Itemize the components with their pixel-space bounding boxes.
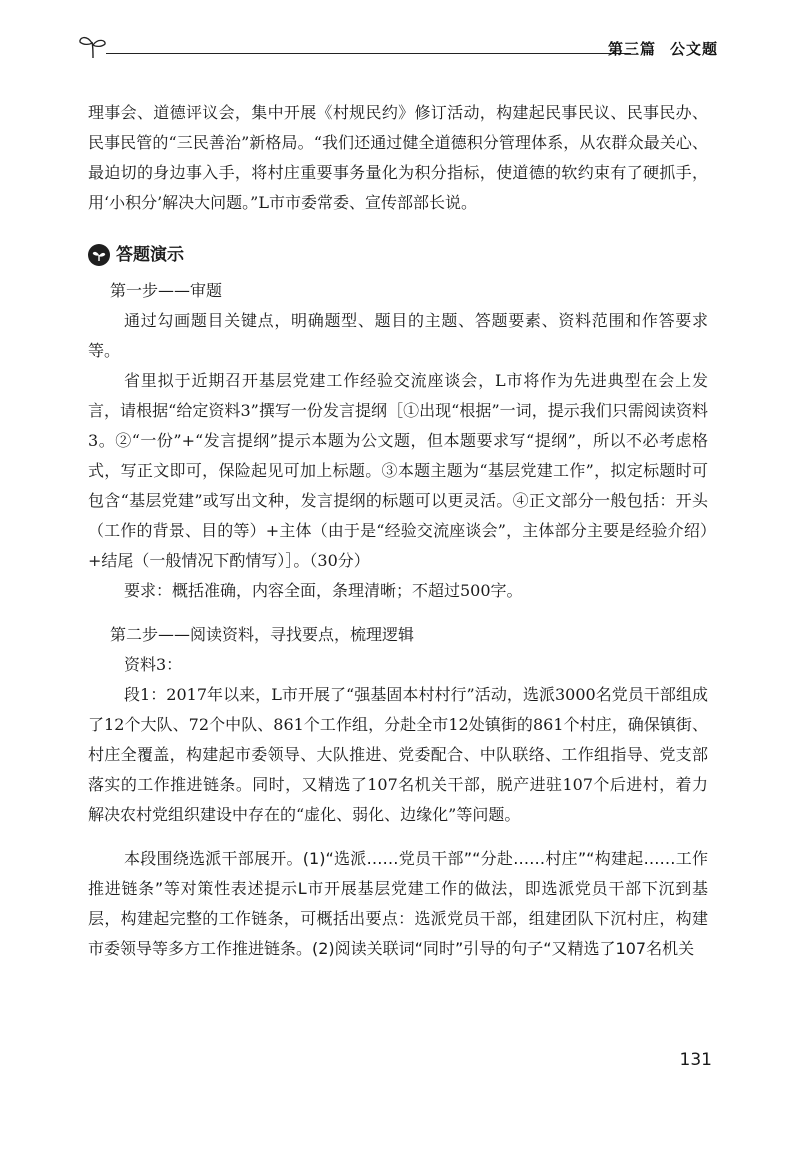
step-two-heading: 第二步——阅读资料，寻找要点，梳理逻辑: [110, 625, 415, 644]
chapter-title: [608, 38, 718, 59]
page-body: [88, 98, 708, 964]
demo-section-title: 答题演示: [116, 245, 184, 265]
continued-paragraph: 理事会、道德评议会，集中开展《村规民约》修订活动，构建起民事民议、民事民办、民事民管的“三民善治”新格局。“我们还通过健全道德积分管理体系，从农群众最关心、最迫切的身边事入手，将村庄重要事务量化为积分指标，使道德的软约束有了硬抓手，用‘小积分’解决大问题。”L市市委常委、宣传部部长说。: [88, 103, 708, 212]
material-segment-1: 段1：2017年以来，L市开展了“强基固本村村行”活动，选派3000名党员干部组成了12个大队、72个中队、861个工作组，分赴全市12处镇街的861个村庄，确保镇街、村庄全覆盖，构建起市委领导、大队推进、党委配合、中队联络、工作组指导、党支部落实的工作推进链条。同时，又精选了107名机关干部，脱产进驻107个后进村，着力解决农村党组织建设中存在的“虚化、弱化、边缘化”等问题。: [88, 685, 708, 824]
sprout-badge-icon: [88, 244, 110, 266]
header-rule: [106, 53, 631, 54]
sprout-icon: [78, 32, 108, 60]
question-text: 省里拟于近期召开基层党建工作经验交流座谈会，L市将作为先进典型在会上发言，请根据“给定资料3”撰写一份发言提纲［①出现“根据”一词，提示我们只需阅读资料3。②“一份”+“发言提纲”提示本题为公文题，但本题要求写“提纲”，所以不必考虑格式，写正文即可，保险起见可加上标题。③本题主题为“基层党建工作”，拟定标题时可包含“基层党建”或写出文种，发言提纲的标题可以更灵活。④正文部分一般包括：开头（工作的背景、目的等）+主体（由于是“经验交流座谈会”，主体部分主要是经验介绍）+结尾（一般情况下酌情写）］。（30分）: [88, 371, 708, 570]
page-header: [78, 32, 718, 62]
material-label: 资料3：: [124, 655, 183, 674]
section-label: 公文题: [669, 40, 718, 58]
step-one-intro: 通过勾画题目关键点，明确题型、题目的主题、答题要素、资料范围和作答要求等。: [88, 311, 708, 360]
chapter-label: 第三篇: [607, 40, 656, 58]
analysis-text: 本段围绕选派干部展开。(1)“选派……党员干部”“分赴……村庄”“构建起……工作推进链条”等对策性表述提示L市开展基层党建工作的做法，即选派党员干部下沉到基层，构建起完整的工作链条，可概括出要点：选派党员干部，组建团队下沉村庄，构建市委领导等多方工作推进链条。(2)阅读关联词“同时”引导的句子“又精选了107名机关: [88, 849, 708, 958]
step-one-heading: 第一步——审题: [110, 281, 223, 300]
requirement-text: 要求：概括准确，内容全面，条理清晰；不超过500字。: [124, 581, 523, 600]
page-number: 131: [679, 1050, 712, 1070]
demo-section-heading: [88, 240, 708, 270]
